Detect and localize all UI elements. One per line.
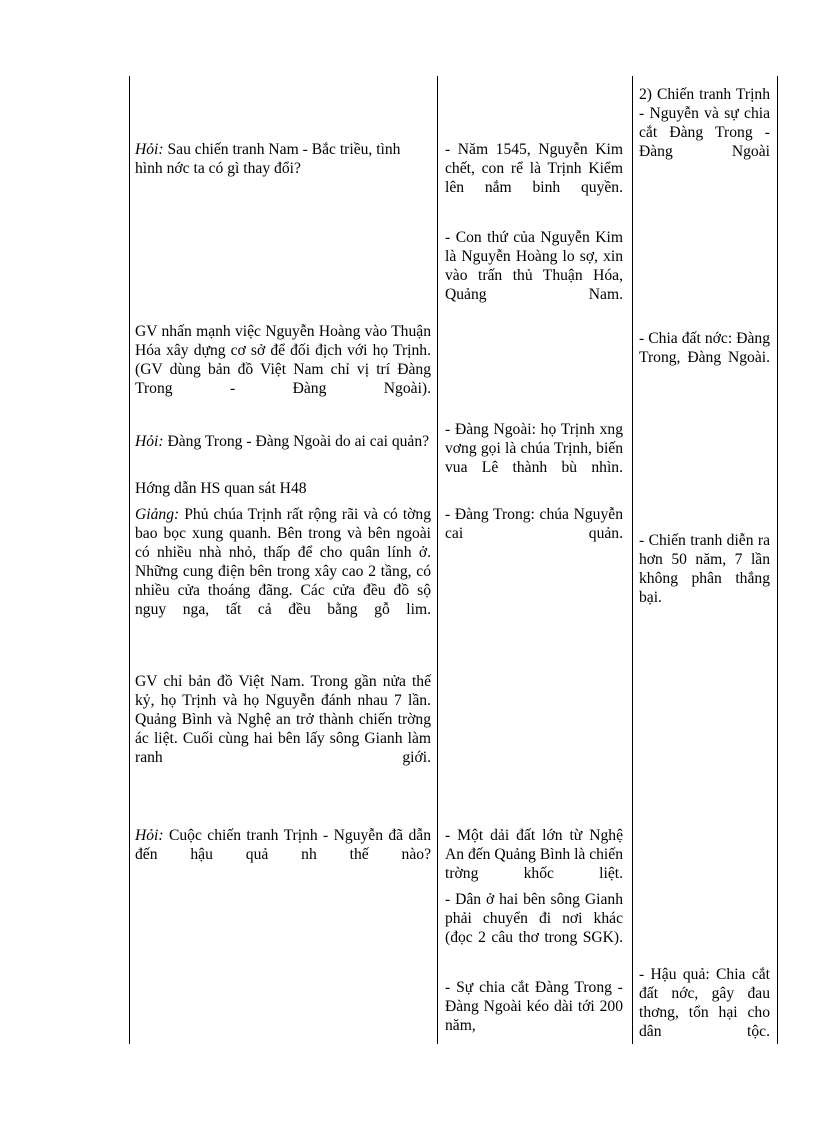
- teacher-emphasis: GV nhấn mạnh việc Nguyễn Hoàng vào Thuận Hóa xây dựng cơ sở để đối địch với họ Trịnh. (GV dùng bản đồ Việt Nam chỉ vị trí Đàng Trong - Đàng Ngoài).: [135, 323, 431, 397]
- answer-5: - Một dải đất lớn từ Nghệ An đến Quảng Bình là chiến trờng khốc liệt.: [445, 827, 623, 882]
- summary-1: - Chia đất nớc: Đàng Trong, Đàng Ngoài.: [639, 330, 770, 366]
- table-border-left: [129, 76, 130, 1044]
- answer-1: - Năm 1545, Nguyễn Kim chết, con rể là Trịnh Kiểm lên nắm binh quyền.: [445, 141, 623, 196]
- answer-3: - Đàng Ngoài: họ Trịnh xng vơng gọi là chúa Trịnh, biến vua Lê thành bù nhìn.: [445, 421, 623, 476]
- teacher-lecture: Giảng: Phủ chúa Trịnh rất rộng rãi và có tờng bao bọc xung quanh. Bên trong và bên ngoài có nhiều nhà nhỏ, thấp để cho quân lính ở. Những cung điện bên trong xây cao 2 tầng, có nhiều cửa thoáng đãng. Các cửa đều đồ sộ nguy nga, tất cả đều bằng gỗ lim.: [135, 506, 431, 618]
- summary-2: - Chiến tranh diễn ra hơn 50 năm, 7 lần không phân thắng bại.: [639, 532, 770, 606]
- observation-guide: Hớng dẫn HS quan sát H48: [135, 480, 307, 497]
- answer-2: - Con thứ của Nguyễn Kim là Nguyễn Hoàng lo sợ, xin vào trấn thủ Thuận Hóa, Quảng Nam.: [445, 229, 623, 303]
- section-heading: 2) Chiến tranh Trịnh - Nguyễn và sự chia cắt Đàng Trong - Đàng Ngoài: [639, 86, 770, 160]
- question-2: Hỏi: Đàng Trong - Đàng Ngoài do ai cai quản?: [135, 433, 430, 450]
- answer-4: - Đàng Trong: chúa Nguyễn cai quản.: [445, 506, 623, 542]
- answer-7: - Sự chia cắt Đàng Trong - Đàng Ngoài kéo dài tới 200 năm,: [445, 979, 623, 1034]
- table-border-right: [777, 76, 778, 1044]
- table-border-col2: [632, 76, 633, 1044]
- question-3: Hỏi: Cuộc chiến tranh Trịnh - Nguyễn đã dẫn đến hậu quả nh thế nào?: [135, 827, 431, 863]
- answer-6: - Dân ở hai bên sông Gianh phải chuyển đi nơi khác (đọc 2 câu thơ trong SGK).: [445, 891, 623, 946]
- question-1: Hỏi: Sau chiến tranh Nam - Bắc triều, tình hình nớc ta có gì thay đổi?: [135, 141, 401, 177]
- table-border-col1: [437, 76, 438, 1044]
- summary-3: - Hậu quả: Chia cắt đất nớc, gây đau thơng, tổn hại cho dân tộc.: [639, 966, 770, 1040]
- map-explanation: GV chỉ bản đồ Việt Nam. Trong gần nửa thế kỷ, họ Trịnh và họ Nguyễn đánh nhau 7 lần. Quảng Bình và Nghệ an trở thành chiến trờng ác liệt. Cuối cùng hai bên lấy sông Gianh làm ranh giới.: [135, 673, 431, 766]
